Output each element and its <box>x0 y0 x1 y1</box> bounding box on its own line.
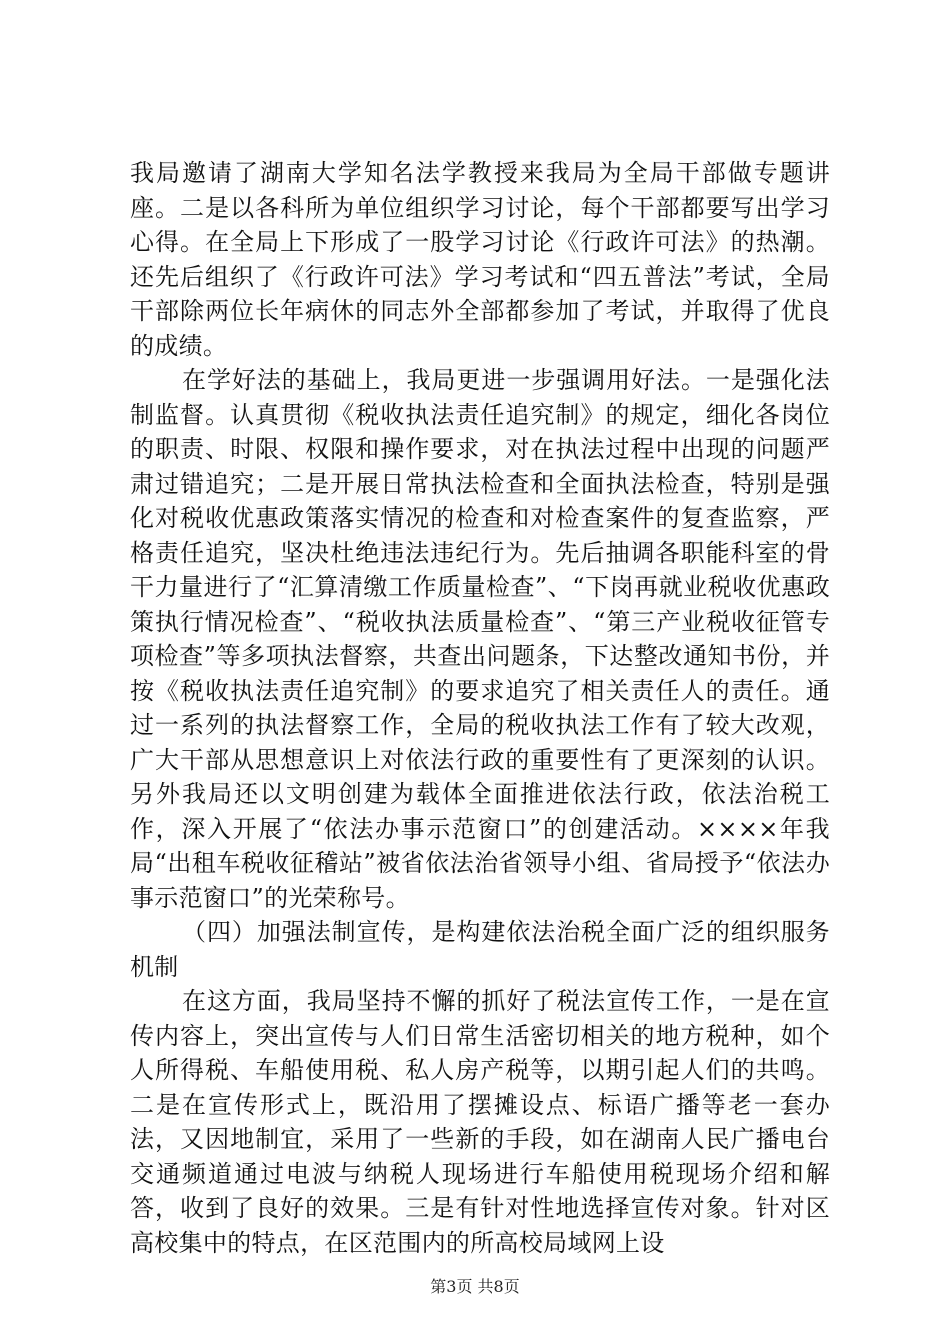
paragraph-3: 在这方面，我局坚持不懈的抓好了税法宣传工作，一是在宣传内容上，突出宣传与人们日常生活密切相关的地方税种，如个人所得税、车船使用税、私人房产税等，以期引起人们的共鸣。二是在宣传形式上，既沿用了摆摊设点、标语广播等老一套办法，又因地制宜，采用了一些新的手段，如在湖南人民广播电台交通频道通过电波与纳税人现场进行车船使用税现场介绍和解答，收到了良好的效果。三是有针对性地选择宣传对象。针对区高校集中的特点，在区范围内的所高校局域网上设 <box>130 987 830 1257</box>
paragraph-2: 在学好法的基础上，我局更进一步强调用好法。一是强化法制监督。认真贯彻《税收执法责任追究制》的规定，细化各岗位的职责、时限、权限和操作要求，对在执法过程中出现的问题严肃过错追究；二是开展日常执法检查和全面执法检查，特别是强化对税收优惠政策落实情况的检查和对检查案件的复查监察，严格责任追究，坚决杜绝违法违纪行为。先后抽调各职能科室的骨干力量进行了“汇算清缴工作质量检查”、“下岗再就业税收优惠政策执行情况检查”、“税收执法质量检查”、“第三产业税收征管专项检查”等多项执法督察，共查出问题条，下达整改通知书份，并按《税收执法责任追究制》的要求追究了相关责任人的责任。通过一系列的执法督察工作，全局的税收执法工作有了较大改观，广大干部从思想意识上对依法行政的重要性有了更深刻的认识。另外我局还以文明创建为载体全面推进依法行政，依法治税工作，深入开展了“依法办事示范窗口”的创建活动。××××年我局“出租车税收征稽站”被省依法治省领导小组、省局授予“依法办事示范窗口”的光荣称号。 <box>130 366 830 912</box>
document-body <box>130 156 830 1260</box>
section-heading-4: （四）加强法制宣传，是构建依法治税全面广泛的组织服务机制 <box>130 918 830 981</box>
paragraph-1: 我局邀请了湖南大学知名法学教授来我局为全局干部做专题讲座。二是以各科所为单位组织学习讨论，每个干部都要写出学习心得。在全局上下形成了一股学习讨论《行政许可法》的热潮。还先后组织了《行政许可法》学习考试和“四五普法”考试，全局干部除两位长年病休的同志外全部都参加了考试，并取得了优良的成绩。 <box>130 159 830 360</box>
page-number-footer: 第3页 共8页 <box>430 1277 520 1296</box>
